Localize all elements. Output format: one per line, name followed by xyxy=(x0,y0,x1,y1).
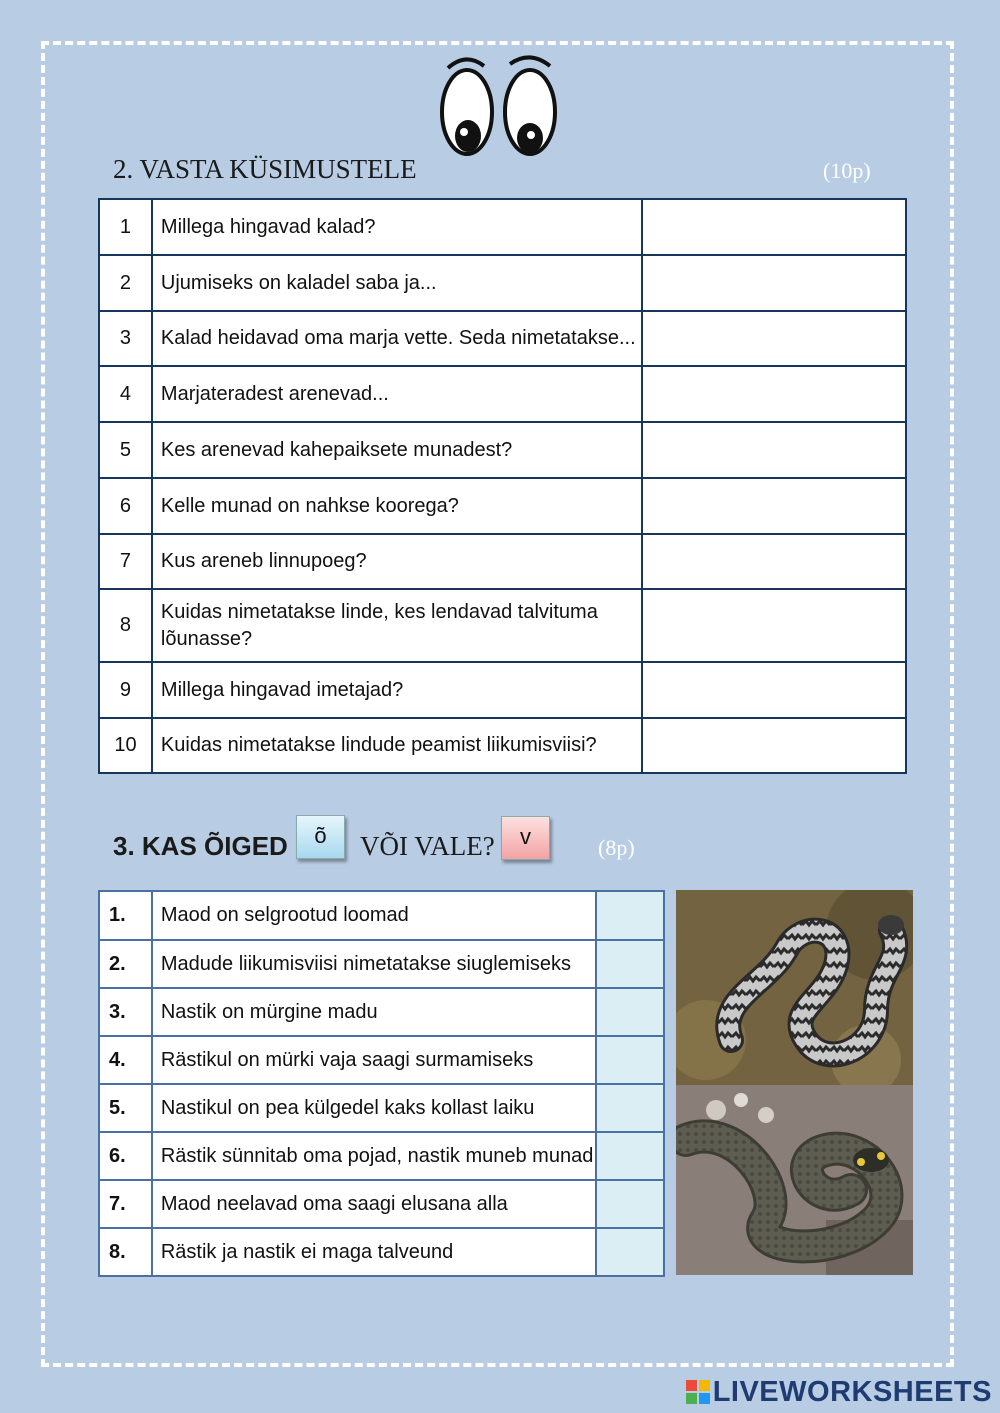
answer-input[interactable] xyxy=(643,614,905,637)
grass-snake-photo xyxy=(676,1085,913,1275)
answer-input[interactable] xyxy=(643,679,905,702)
statement-text: Rästik ja nastik ei maga talveund xyxy=(152,1228,596,1276)
statement-text: Rästikul on mürki vaja saagi surmamiseks xyxy=(152,1036,596,1084)
question-text: Kuidas nimetatakse lindude peamist liikumisviisi? xyxy=(152,718,642,773)
question-text: Millega hingavad imetajad? xyxy=(152,662,642,718)
answer-input[interactable] xyxy=(643,327,905,350)
row-number: 5 xyxy=(99,422,152,478)
true-false-table xyxy=(98,890,665,1277)
section2-points: (10p) xyxy=(823,158,871,183)
statement-text: Rästik sünnitab oma pojad, nastik muneb munad xyxy=(152,1132,596,1180)
question-text: Millega hingavad kalad? xyxy=(152,199,642,255)
table-row xyxy=(99,662,906,718)
table-row xyxy=(99,1084,664,1132)
question-text: Marjateradest arenevad... xyxy=(152,366,642,422)
question-text: Kalad heidavad oma marja vette. Seda nimetatakse... xyxy=(152,311,642,366)
answer-input[interactable] xyxy=(643,439,905,462)
questions-table xyxy=(98,198,907,774)
row-number: 5. xyxy=(99,1084,152,1132)
section3-title-text: 3. KAS ÕIGED xyxy=(113,831,288,861)
row-number: 2 xyxy=(99,255,152,311)
row-number: 3. xyxy=(99,988,152,1036)
table-row xyxy=(99,1036,664,1084)
snake-photos xyxy=(676,890,913,1275)
table-row xyxy=(99,589,906,662)
table-row xyxy=(99,534,906,589)
statement-text: Maod neelavad oma saagi elusana alla xyxy=(152,1180,596,1228)
row-number: 6 xyxy=(99,478,152,534)
section3-title-part2: VÕI VALE? xyxy=(360,831,495,861)
row-number: 3 xyxy=(99,311,152,366)
row-number: 10 xyxy=(99,718,152,773)
row-number: 1 xyxy=(99,199,152,255)
cartoon-eyes-icon xyxy=(438,50,562,160)
true-false-input[interactable] xyxy=(597,1001,663,1024)
logo-icon xyxy=(686,1380,710,1404)
true-false-input[interactable] xyxy=(597,904,663,927)
question-text: Kuidas nimetatakse linde, kes lendavad talvituma lõunasse? xyxy=(152,589,642,662)
statement-text: Madude liikumisviisi nimetatakse siuglemiseks xyxy=(152,940,596,988)
true-false-input[interactable] xyxy=(597,1097,663,1120)
table-row xyxy=(99,1180,664,1228)
true-false-input[interactable] xyxy=(597,1193,663,1216)
table-row xyxy=(99,478,906,534)
table-row xyxy=(99,422,906,478)
question-text: Ujumiseks on kaladel saba ja... xyxy=(152,255,642,311)
table-row xyxy=(99,311,906,366)
table-row xyxy=(99,1132,664,1180)
answer-input[interactable] xyxy=(643,383,905,406)
row-number: 1. xyxy=(99,891,152,940)
row-number: 4. xyxy=(99,1036,152,1084)
table-row xyxy=(99,366,906,422)
table-row xyxy=(99,718,906,773)
true-false-input[interactable] xyxy=(597,1241,663,1264)
section2-title: 2. VASTA KÜSIMUSTELE xyxy=(113,154,417,184)
question-text: Kelle munad on nahkse koorega? xyxy=(152,478,642,534)
table-row xyxy=(99,891,664,940)
logo-text: LIVEWORKSHEETS xyxy=(712,1376,992,1408)
table-row xyxy=(99,199,906,255)
true-tag: õ xyxy=(296,815,345,859)
row-number: 7 xyxy=(99,534,152,589)
section3-title-part1 xyxy=(113,831,288,862)
row-number: 2. xyxy=(99,940,152,988)
answer-input[interactable] xyxy=(643,550,905,573)
table-row xyxy=(99,1228,664,1276)
question-text: Kus areneb linnupoeg? xyxy=(152,534,642,589)
question-text: Kes arenevad kahepaiksete munadest? xyxy=(152,422,642,478)
true-false-input[interactable] xyxy=(597,953,663,976)
table-row xyxy=(99,255,906,311)
answer-input[interactable] xyxy=(643,734,905,757)
statement-text: Nastikul on pea külgedel kaks kollast laiku xyxy=(152,1084,596,1132)
table-row xyxy=(99,940,664,988)
row-number: 8 xyxy=(99,589,152,662)
row-number: 7. xyxy=(99,1180,152,1228)
section3-points: (8p) xyxy=(598,835,635,860)
statement-text: Nastik on mürgine madu xyxy=(152,988,596,1036)
statement-text: Maod on selgrootud loomad xyxy=(152,891,596,940)
row-number: 6. xyxy=(99,1132,152,1180)
answer-input[interactable] xyxy=(643,272,905,295)
true-false-input[interactable] xyxy=(597,1145,663,1168)
row-number: 4 xyxy=(99,366,152,422)
answer-input[interactable] xyxy=(643,495,905,518)
row-number: 9 xyxy=(99,662,152,718)
answer-input[interactable] xyxy=(643,216,905,239)
false-tag: v xyxy=(501,816,550,860)
viper-photo xyxy=(676,890,913,1095)
row-number: 8. xyxy=(99,1228,152,1276)
liveworksheets-logo xyxy=(686,1376,992,1409)
table-row xyxy=(99,988,664,1036)
true-false-input[interactable] xyxy=(597,1049,663,1072)
